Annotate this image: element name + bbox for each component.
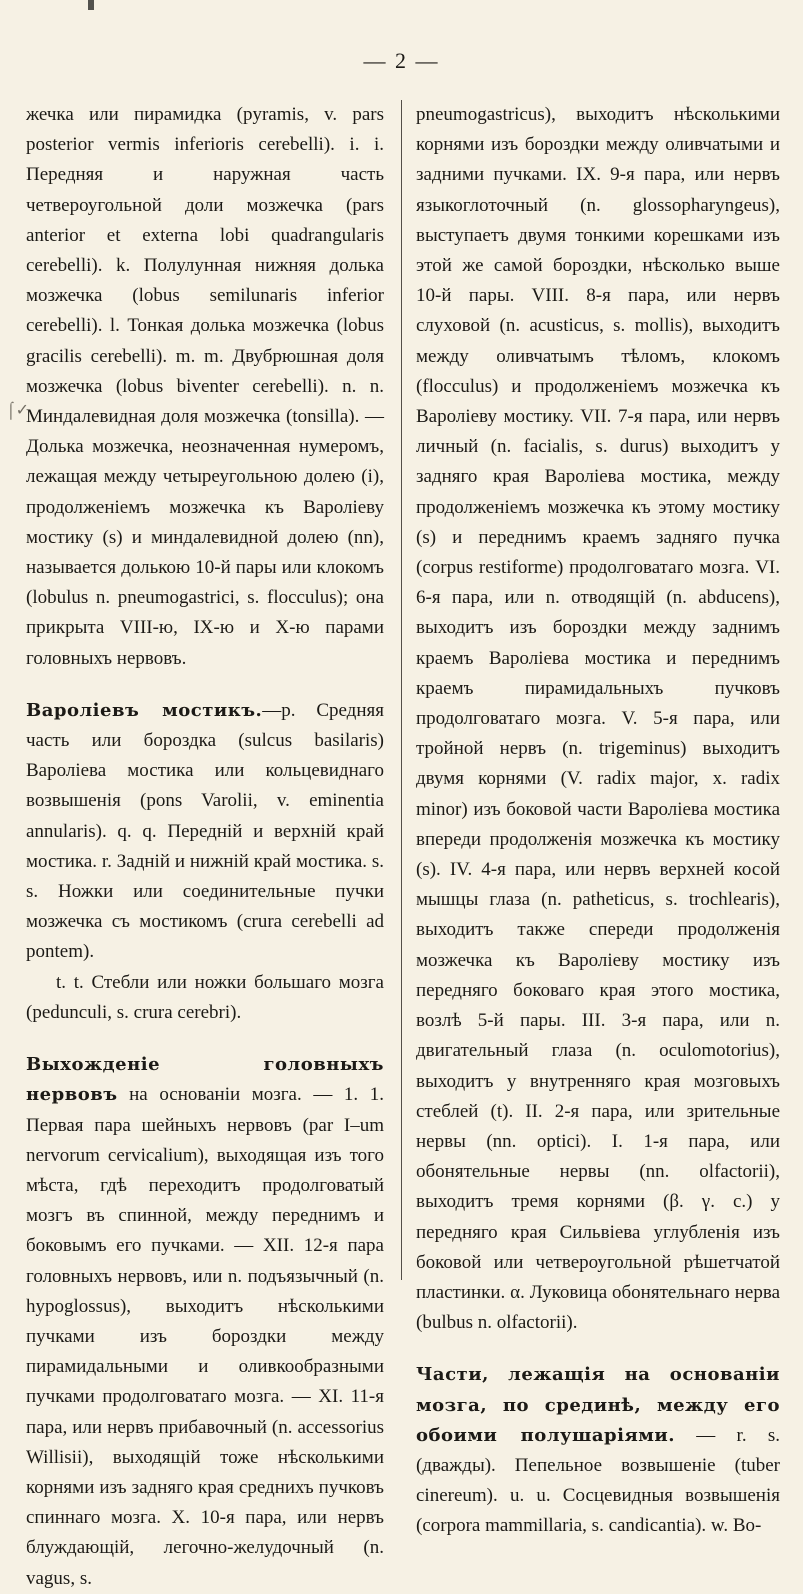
- paragraph-pons: [26, 696, 384, 968]
- marginal-note: ⌠✓: [6, 402, 30, 419]
- column-divider: [401, 100, 402, 1280]
- heading-pons: Вароліевъ мостикъ.: [26, 699, 263, 721]
- right-column: [416, 100, 780, 1542]
- text-midline: — r. s. (дважды). Пепельное возвышеніе (tuber cinereum). u. u. Сосцевидныя возвышенія (corpora mammillaria, s. candicantia). w. Во-: [416, 1424, 780, 1537]
- heading-midline: Части, лежащія на основаніи мозга, по срединѣ, между его обоими полушаріями.: [416, 1364, 780, 1446]
- paragraph-nerves-continued: pneumogastricus), выходитъ нѣсколькими корнями изъ бороздки между оливчатыми и задними пучками. IX. 9-я пара, или нервъ языкоглоточный (n. glossopharyngeus), выступаетъ двумя тонкими корешками изъ этой же самой бороздки, нѣсколько выше 10-й пары. VIII. 8-я пара, или нервъ слуховой (n. acusticus, s. mollis), выходитъ между оливчатымъ тѣломъ, клокомъ (flocculus) и продолженіемъ мозжечка къ Вароліеву мостику. VII. 7-я пара, или нервъ личный (n. facialis, s. durus) выходитъ у задняго края Вароліева мостика, между продолженіемъ мозжечка къ этому мостику (s) и переднимъ краемъ задняго пучка (corpus restiforme) продолговатаго мозга. VI. 6-я пара, или n. отводящій (n. abducens), выходитъ изъ бороздки между заднимъ краемъ Вароліева мостика и переднимъ краемъ пирамидальныхъ пучковъ продолговатаго мозга. V. 5-я пара, или тройной нервъ (n. trigeminus) выходитъ двумя корнями (V. radix major, x. radix minor) изъ боковой части Вароліева мостика впереди продолженія мозжечка къ мостику (s). IV. 4-я пара, или нервъ верхней косой мышцы глаза (n. patheticus, s. trochlearis), выходитъ также спереди продолженія мозжечка къ Вароліеву мостику изъ передняго боковаго края этого мостика, возлѣ 5-й пары. III. 3-я пара, или n. двигательный глаза (n. oculomotorius), выходитъ у внутренняго края мозговыхъ стеблей (t). II. 2-я пара, или зрительные нервы (nn. optici). I. 1-я пара, или обонятельные нервы (nn. olfactorii), выходитъ тремя корнями (β. γ. c.) у передняго края Сильвіева углубленія изъ боковой или четвероугольной рѣшетчатой пластинки. α. Луковица обонятельнаго нерва (bulbus n. olfactorii).: [416, 104, 780, 1334]
- ink-mark: [88, 0, 94, 10]
- text-pons: —p. Средняя часть или бороздка (sulcus basilaris) Вароліева мостика или кольцевиднаго возвышенія (pons Varolii, v. eminentia annularis). q. q. Передній и верхній край мостика. r. Задній и нижній край мостика. s. s. Ножки или соединительные пучки мозжечка съ мостикомъ (crura cerebelli ad pontem).: [26, 699, 384, 963]
- page-number: — 2 —: [363, 48, 440, 73]
- paragraph-nerves: [26, 1050, 384, 1594]
- paragraph-peduncles: t. t. Стебли или ножки большаго мозга (pedunculi, s. crura cerebri).: [26, 971, 384, 1023]
- heading-nerves: Выхожденіе головныхъ нервовъ: [26, 1054, 384, 1106]
- left-column: [26, 100, 384, 1594]
- paragraph-cerebellum: жечка или пирамидка (pyramis, v. pars posterior vermis inferioris cerebelli). i. i. Передняя и наружная часть четвероугольной доли мозжечка (pars anterior et externa lobi quadrangularis cerebelli). k. Полулунная нижняя долька мозжечка (lobus semilunaris inferior cerebelli). l. Тонкая долька мозжечка (lobus gracilis cerebelli). m. m. Двубрюшная доля мозжечка (lobus biventer cerebelli). n. n. Миндалевидная доля мозжечка (tonsilla). — Долька мозжечка, неозначенная нумеромъ, лежащая между четыреугольною долею (i), продолженіемъ мозжечка къ Вароліеву мостику (s) и миндалевидной долею (nn), называется долькою 10-й пары или клокомъ (lobulus n. pneumogastrici, s. flocculus); она прикрыта VIII-ю, IX-ю и X-ю парами головныхъ нервовъ.: [26, 104, 384, 669]
- text-nerves: на основаніи мозга. — 1. 1. Первая пара шейныхъ нервовъ (par I–um nervorum cervicalium), выходящая изъ того мѣста, гдѣ переходитъ продолговатый мозгъ въ спинной, между переднимъ и боковымъ его пучками. — XII. 12-я пара головныхъ нервовъ, или n. подъязычный (n. hypoglossus), выходитъ нѣсколькими пучками изъ бороздки между пирамидальными и оливкообразными пучками продолговатаго мозга. — XI. 11-я пара, или нервъ прибавочный (n. accessorius Willisii), выходящій тоже нѣсколькими корнями изъ задняго края среднихъ пучковъ спиннаго мозга. X. 10-я пара, или нервъ блуждающій, легочно-желудочный (n. vagus, s.: [26, 1084, 384, 1589]
- paragraph-midline: [416, 1360, 780, 1541]
